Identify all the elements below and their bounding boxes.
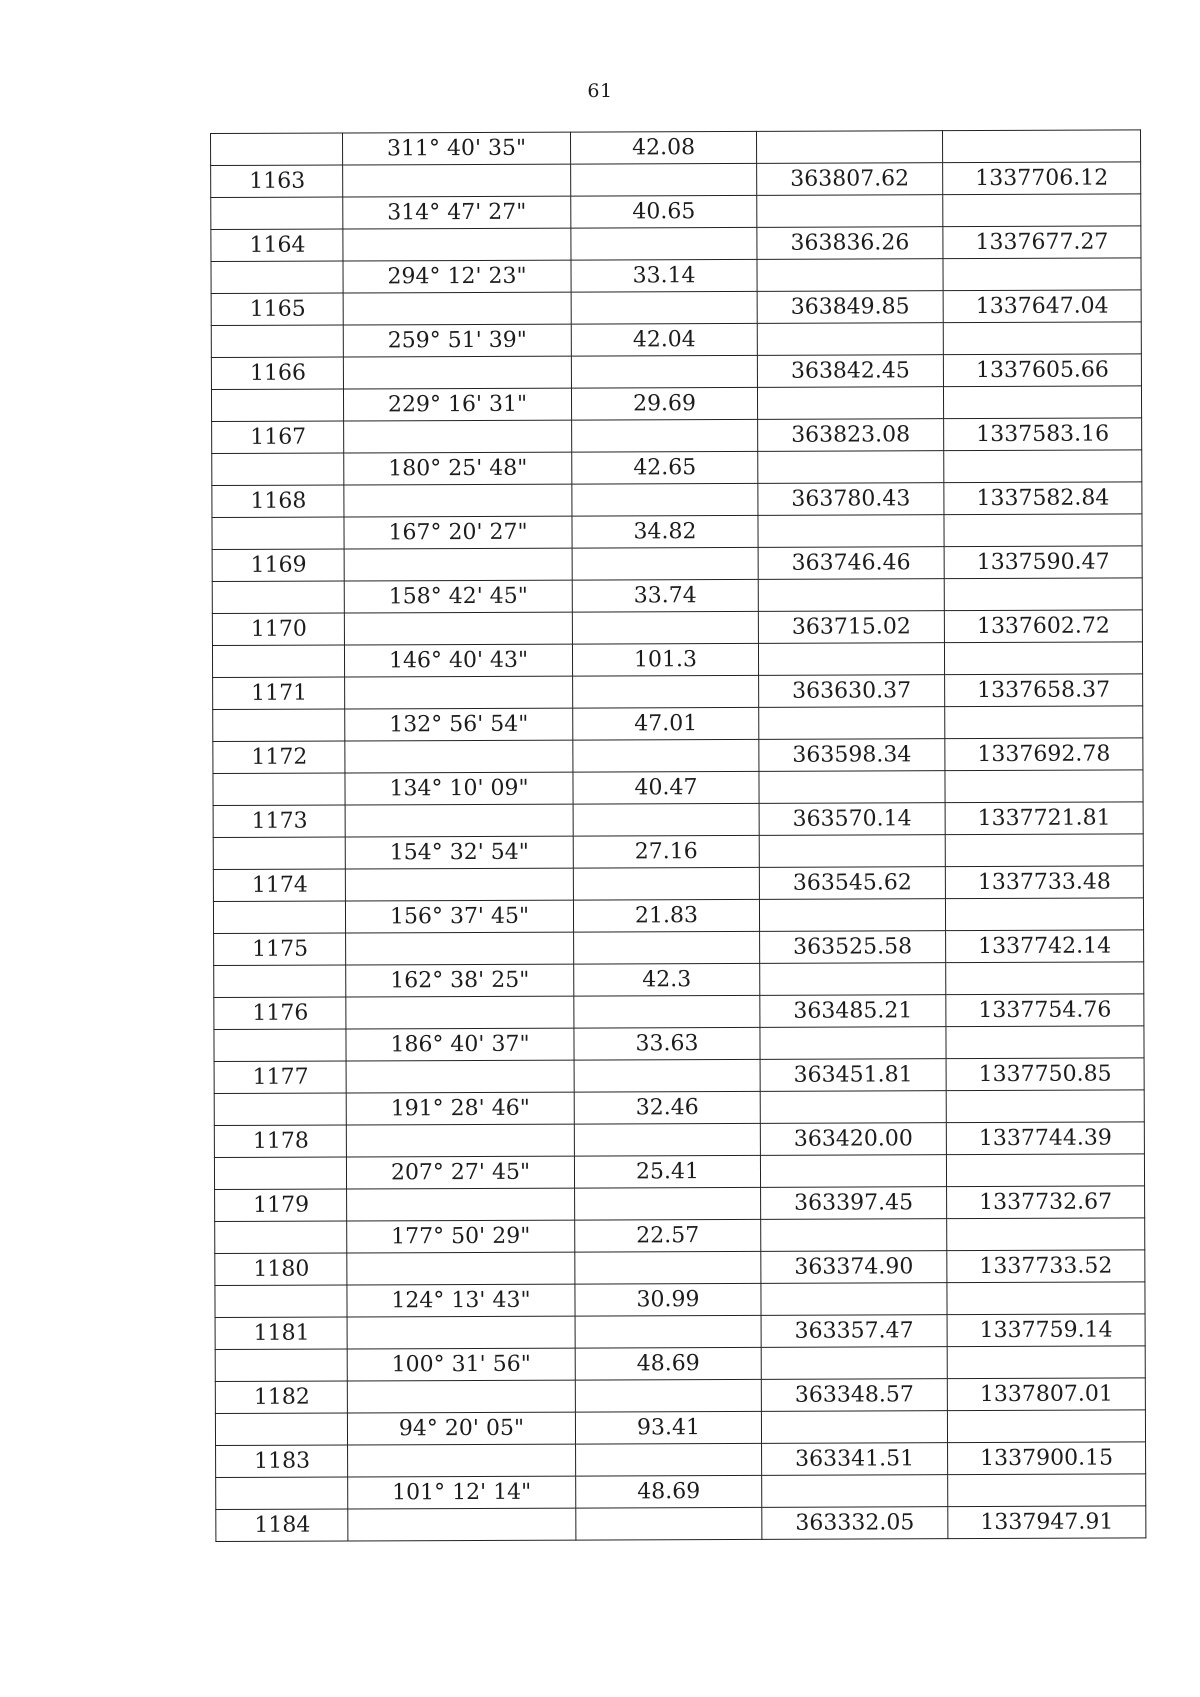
northing-cell: 363715.02 bbox=[758, 611, 944, 644]
distance-cell: 21.83 bbox=[573, 899, 759, 932]
leg-row bbox=[211, 130, 1141, 166]
empty-cell bbox=[571, 291, 757, 324]
bearing-cell: 229° 16' 31" bbox=[343, 388, 571, 421]
empty-cell bbox=[571, 163, 757, 196]
station-row bbox=[213, 866, 1143, 902]
empty-cell bbox=[211, 389, 343, 422]
distance-cell: 48.69 bbox=[576, 1475, 762, 1508]
empty-cell bbox=[215, 1413, 347, 1446]
northing-cell: 363836.26 bbox=[757, 227, 943, 260]
bearing-cell: 294° 12' 23" bbox=[343, 260, 571, 293]
empty-cell bbox=[211, 325, 343, 358]
leg-row bbox=[215, 1346, 1145, 1382]
easting-cell: 1337590.47 bbox=[944, 546, 1142, 579]
station-id-cell: 1181 bbox=[215, 1317, 347, 1350]
bearing-cell: 311° 40' 35" bbox=[343, 132, 571, 165]
easting-cell: 1337583.16 bbox=[944, 418, 1142, 451]
empty-cell bbox=[576, 1507, 762, 1540]
empty-cell bbox=[573, 803, 759, 836]
leg-row bbox=[214, 962, 1144, 998]
empty-cell bbox=[573, 867, 759, 900]
empty-cell bbox=[761, 1347, 947, 1380]
bearing-cell: 259° 51' 39" bbox=[343, 324, 571, 357]
distance-cell: 47.01 bbox=[573, 707, 759, 740]
empty-cell bbox=[343, 356, 571, 389]
distance-cell: 42.08 bbox=[570, 131, 756, 164]
empty-cell bbox=[759, 899, 945, 932]
empty-cell bbox=[347, 1316, 575, 1349]
empty-cell bbox=[216, 1477, 348, 1510]
easting-cell: 1337744.39 bbox=[946, 1122, 1144, 1155]
empty-cell bbox=[757, 195, 943, 228]
easting-cell: 1337807.01 bbox=[947, 1378, 1145, 1411]
empty-cell bbox=[214, 1093, 346, 1126]
station-row bbox=[214, 994, 1144, 1030]
bearing-cell: 100° 31' 56" bbox=[347, 1348, 575, 1381]
empty-cell bbox=[344, 548, 572, 581]
leg-row bbox=[215, 1410, 1145, 1446]
station-row bbox=[216, 1506, 1146, 1542]
empty-cell bbox=[761, 1411, 947, 1444]
station-id-cell: 1178 bbox=[214, 1125, 346, 1158]
leg-row bbox=[212, 578, 1142, 614]
distance-cell: 34.82 bbox=[572, 515, 758, 548]
empty-cell bbox=[948, 1474, 1146, 1507]
empty-cell bbox=[571, 227, 757, 260]
empty-cell bbox=[943, 194, 1141, 227]
bearing-cell: 186° 40' 37" bbox=[346, 1028, 574, 1061]
empty-cell bbox=[343, 292, 571, 325]
station-row bbox=[214, 930, 1144, 966]
bearing-cell: 146° 40' 43" bbox=[344, 644, 572, 677]
bearing-cell: 101° 12' 14" bbox=[348, 1476, 576, 1509]
empty-cell bbox=[945, 898, 1143, 931]
easting-cell: 1337750.85 bbox=[946, 1058, 1144, 1091]
empty-cell bbox=[347, 1380, 575, 1413]
easting-cell: 1337754.76 bbox=[946, 994, 1144, 1027]
distance-cell: 42.3 bbox=[574, 963, 760, 996]
easting-cell: 1337692.78 bbox=[945, 738, 1143, 771]
station-id-cell: 1166 bbox=[211, 357, 343, 390]
station-row bbox=[214, 1058, 1144, 1094]
northing-cell: 363545.62 bbox=[759, 867, 945, 900]
empty-cell bbox=[347, 1252, 575, 1285]
station-row bbox=[215, 1186, 1145, 1222]
distance-cell: 22.57 bbox=[575, 1219, 761, 1252]
empty-cell bbox=[758, 643, 944, 676]
empty-cell bbox=[575, 1187, 761, 1220]
empty-cell bbox=[943, 386, 1141, 419]
empty-cell bbox=[344, 612, 572, 645]
easting-cell: 1337602.72 bbox=[944, 610, 1142, 643]
empty-cell bbox=[346, 996, 574, 1029]
northing-cell: 363630.37 bbox=[759, 675, 945, 708]
northing-cell: 363570.14 bbox=[759, 803, 945, 836]
empty-cell bbox=[348, 1444, 576, 1477]
station-row bbox=[212, 418, 1142, 454]
leg-row bbox=[212, 514, 1142, 550]
leg-row bbox=[215, 1218, 1145, 1254]
empty-cell bbox=[759, 835, 945, 868]
empty-cell bbox=[574, 1059, 760, 1092]
leg-row bbox=[213, 834, 1143, 870]
station-row bbox=[211, 162, 1141, 198]
empty-cell bbox=[345, 868, 573, 901]
leg-row bbox=[213, 770, 1143, 806]
empty-cell bbox=[945, 706, 1143, 739]
bearing-cell: 167° 20' 27" bbox=[344, 516, 572, 549]
empty-cell bbox=[947, 1410, 1145, 1443]
bearing-cell: 154° 32' 54" bbox=[345, 836, 573, 869]
distance-cell: 33.63 bbox=[574, 1027, 760, 1060]
bearing-cell: 177° 50' 29" bbox=[347, 1220, 575, 1253]
empty-cell bbox=[347, 1188, 575, 1221]
leg-row bbox=[214, 1154, 1144, 1190]
empty-cell bbox=[758, 579, 944, 612]
empty-cell bbox=[214, 965, 346, 998]
leg-row bbox=[212, 450, 1142, 486]
empty-cell bbox=[942, 130, 1140, 163]
easting-cell: 1337742.14 bbox=[946, 930, 1144, 963]
empty-cell bbox=[344, 484, 572, 517]
distance-cell: 33.14 bbox=[571, 259, 757, 292]
station-id-cell: 1169 bbox=[212, 549, 344, 582]
distance-cell: 29.69 bbox=[571, 387, 757, 420]
empty-cell bbox=[572, 483, 758, 516]
empty-cell bbox=[760, 1027, 946, 1060]
northing-cell: 363374.90 bbox=[761, 1251, 947, 1284]
easting-cell: 1337605.66 bbox=[943, 354, 1141, 387]
easting-cell: 1337732.67 bbox=[947, 1186, 1145, 1219]
leg-row bbox=[211, 258, 1141, 294]
empty-cell bbox=[573, 675, 759, 708]
northing-cell: 363842.45 bbox=[757, 355, 943, 388]
distance-cell: 32.46 bbox=[574, 1091, 760, 1124]
empty-cell bbox=[346, 1124, 574, 1157]
northing-cell: 363357.47 bbox=[761, 1315, 947, 1348]
station-row bbox=[215, 1378, 1145, 1414]
station-id-cell: 1183 bbox=[216, 1445, 348, 1478]
empty-cell bbox=[946, 962, 1144, 995]
empty-cell bbox=[574, 1123, 760, 1156]
northing-cell: 363341.51 bbox=[762, 1443, 948, 1476]
station-row bbox=[214, 1122, 1144, 1158]
distance-cell: 33.74 bbox=[572, 579, 758, 612]
station-id-cell: 1172 bbox=[213, 741, 345, 774]
station-row bbox=[212, 482, 1142, 518]
empty-cell bbox=[343, 164, 571, 197]
northing-cell: 363746.46 bbox=[758, 547, 944, 580]
bearing-cell: 134° 10' 09" bbox=[345, 772, 573, 805]
distance-cell: 101.3 bbox=[572, 643, 758, 676]
empty-cell bbox=[947, 1346, 1145, 1379]
empty-cell bbox=[944, 450, 1142, 483]
bearing-cell: 207° 27' 45" bbox=[346, 1156, 574, 1189]
empty-cell bbox=[215, 1349, 347, 1382]
bearing-cell: 191° 28' 46" bbox=[346, 1092, 574, 1125]
empty-cell bbox=[944, 514, 1142, 547]
station-id-cell: 1163 bbox=[211, 165, 343, 198]
station-row bbox=[211, 354, 1141, 390]
empty-cell bbox=[572, 547, 758, 580]
easting-cell: 1337706.12 bbox=[943, 162, 1141, 195]
station-row bbox=[213, 802, 1143, 838]
northing-cell: 363397.45 bbox=[761, 1187, 947, 1220]
easting-cell: 1337733.52 bbox=[947, 1250, 1145, 1283]
station-id-cell: 1171 bbox=[213, 677, 345, 710]
leg-row bbox=[213, 706, 1143, 742]
leg-row bbox=[211, 386, 1141, 422]
empty-cell bbox=[345, 740, 573, 773]
station-row bbox=[212, 546, 1142, 582]
distance-cell: 42.04 bbox=[571, 323, 757, 356]
leg-row bbox=[211, 322, 1141, 358]
empty-cell bbox=[758, 515, 944, 548]
empty-cell bbox=[345, 804, 573, 837]
northing-cell: 363849.85 bbox=[757, 291, 943, 324]
empty-cell bbox=[762, 1475, 948, 1508]
empty-cell bbox=[346, 1060, 574, 1093]
empty-cell bbox=[946, 1090, 1144, 1123]
empty-cell bbox=[572, 419, 758, 452]
station-row bbox=[215, 1314, 1145, 1350]
bearing-cell: 94° 20' 05" bbox=[347, 1412, 575, 1445]
empty-cell bbox=[944, 642, 1142, 675]
empty-cell bbox=[345, 676, 573, 709]
empty-cell bbox=[214, 1029, 346, 1062]
empty-cell bbox=[761, 1219, 947, 1252]
station-id-cell: 1170 bbox=[212, 613, 344, 646]
empty-cell bbox=[571, 355, 757, 388]
leg-row bbox=[213, 898, 1143, 934]
leg-row bbox=[211, 194, 1141, 230]
northing-cell: 363485.21 bbox=[760, 995, 946, 1028]
empty-cell bbox=[757, 387, 943, 420]
bearing-cell: 314° 47' 27" bbox=[343, 196, 571, 229]
northing-cell: 363420.00 bbox=[760, 1123, 946, 1156]
station-id-cell: 1179 bbox=[215, 1189, 347, 1222]
empty-cell bbox=[213, 901, 345, 934]
station-row bbox=[213, 738, 1143, 774]
northing-cell: 363780.43 bbox=[758, 483, 944, 516]
station-id-cell: 1182 bbox=[215, 1381, 347, 1414]
empty-cell bbox=[212, 517, 344, 550]
station-id-cell: 1184 bbox=[216, 1509, 348, 1542]
station-row bbox=[211, 226, 1141, 262]
easting-cell: 1337658.37 bbox=[945, 674, 1143, 707]
distance-cell: 27.16 bbox=[573, 835, 759, 868]
empty-cell bbox=[574, 931, 760, 964]
station-id-cell: 1165 bbox=[211, 293, 343, 326]
station-row bbox=[213, 674, 1143, 710]
empty-cell bbox=[211, 261, 343, 294]
empty-cell bbox=[945, 834, 1143, 867]
distance-cell: 25.41 bbox=[574, 1155, 760, 1188]
station-id-cell: 1168 bbox=[212, 485, 344, 518]
station-id-cell: 1176 bbox=[214, 997, 346, 1030]
empty-cell bbox=[575, 1315, 761, 1348]
empty-cell bbox=[944, 578, 1142, 611]
station-id-cell: 1167 bbox=[212, 421, 344, 454]
empty-cell bbox=[759, 771, 945, 804]
empty-cell bbox=[574, 995, 760, 1028]
northing-cell: 363332.05 bbox=[762, 1507, 948, 1540]
distance-cell: 93.41 bbox=[575, 1411, 761, 1444]
empty-cell bbox=[947, 1218, 1145, 1251]
station-row bbox=[216, 1442, 1146, 1478]
easting-cell: 1337733.48 bbox=[945, 866, 1143, 899]
easting-cell: 1337947.91 bbox=[948, 1506, 1146, 1539]
station-id-cell: 1174 bbox=[213, 869, 345, 902]
empty-cell bbox=[213, 709, 345, 742]
empty-cell bbox=[343, 228, 571, 261]
distance-cell: 42.65 bbox=[572, 451, 758, 484]
empty-cell bbox=[573, 739, 759, 772]
empty-cell bbox=[214, 1157, 346, 1190]
easting-cell: 1337582.84 bbox=[944, 482, 1142, 515]
leg-row bbox=[214, 1090, 1144, 1126]
leg-row bbox=[216, 1474, 1146, 1510]
bearing-cell: 156° 37' 45" bbox=[345, 900, 573, 933]
empty-cell bbox=[344, 420, 572, 453]
station-id-cell: 1177 bbox=[214, 1061, 346, 1094]
distance-cell: 40.65 bbox=[571, 195, 757, 228]
empty-cell bbox=[943, 258, 1141, 291]
empty-cell bbox=[946, 1154, 1144, 1187]
empty-cell bbox=[757, 259, 943, 292]
empty-cell bbox=[212, 645, 344, 678]
easting-cell: 1337677.27 bbox=[943, 226, 1141, 259]
bearing-cell: 132° 56' 54" bbox=[345, 708, 573, 741]
bearing-cell: 158° 42' 45" bbox=[344, 580, 572, 613]
distance-cell: 40.47 bbox=[573, 771, 759, 804]
northing-cell: 363807.62 bbox=[757, 163, 943, 196]
empty-cell bbox=[946, 1026, 1144, 1059]
empty-cell bbox=[761, 1283, 947, 1316]
empty-cell bbox=[760, 1091, 946, 1124]
empty-cell bbox=[760, 1155, 946, 1188]
empty-cell bbox=[572, 611, 758, 644]
station-id-cell: 1180 bbox=[215, 1253, 347, 1286]
empty-cell bbox=[212, 453, 344, 486]
empty-cell bbox=[756, 131, 942, 164]
northing-cell: 363823.08 bbox=[758, 419, 944, 452]
empty-cell bbox=[213, 837, 345, 870]
empty-cell bbox=[211, 133, 343, 166]
leg-row bbox=[212, 642, 1142, 678]
empty-cell bbox=[575, 1379, 761, 1412]
leg-row bbox=[215, 1282, 1145, 1318]
empty-cell bbox=[215, 1285, 347, 1318]
easting-cell: 1337759.14 bbox=[947, 1314, 1145, 1347]
empty-cell bbox=[943, 322, 1141, 355]
empty-cell bbox=[213, 773, 345, 806]
empty-cell bbox=[945, 770, 1143, 803]
distance-cell: 48.69 bbox=[575, 1347, 761, 1380]
bearing-cell: 162° 38' 25" bbox=[346, 964, 574, 997]
leg-row bbox=[214, 1026, 1144, 1062]
bearing-cell: 124° 13' 43" bbox=[347, 1284, 575, 1317]
station-row bbox=[211, 290, 1141, 326]
empty-cell bbox=[760, 963, 946, 996]
survey-table-body bbox=[211, 130, 1146, 1542]
northing-cell: 363348.57 bbox=[761, 1379, 947, 1412]
empty-cell bbox=[757, 323, 943, 356]
station-row bbox=[215, 1250, 1145, 1286]
easting-cell: 1337647.04 bbox=[943, 290, 1141, 323]
empty-cell bbox=[212, 581, 344, 614]
empty-cell bbox=[947, 1282, 1145, 1315]
empty-cell bbox=[758, 451, 944, 484]
station-id-cell: 1175 bbox=[214, 933, 346, 966]
northing-cell: 363598.34 bbox=[759, 739, 945, 772]
bearing-cell: 180° 25' 48" bbox=[344, 452, 572, 485]
easting-cell: 1337900.15 bbox=[948, 1442, 1146, 1475]
station-id-cell: 1164 bbox=[211, 229, 343, 262]
easting-cell: 1337721.81 bbox=[945, 802, 1143, 835]
distance-cell: 30.99 bbox=[575, 1283, 761, 1316]
station-row bbox=[212, 610, 1142, 646]
page-number: 61 bbox=[587, 80, 613, 102]
survey-coordinates-table bbox=[210, 129, 1146, 1542]
empty-cell bbox=[348, 1508, 576, 1541]
northing-cell: 363451.81 bbox=[760, 1059, 946, 1092]
empty-cell bbox=[576, 1443, 762, 1476]
empty-cell bbox=[215, 1221, 347, 1254]
empty-cell bbox=[346, 932, 574, 965]
northing-cell: 363525.58 bbox=[760, 931, 946, 964]
station-id-cell: 1173 bbox=[213, 805, 345, 838]
empty-cell bbox=[759, 707, 945, 740]
empty-cell bbox=[211, 197, 343, 230]
empty-cell bbox=[575, 1251, 761, 1284]
